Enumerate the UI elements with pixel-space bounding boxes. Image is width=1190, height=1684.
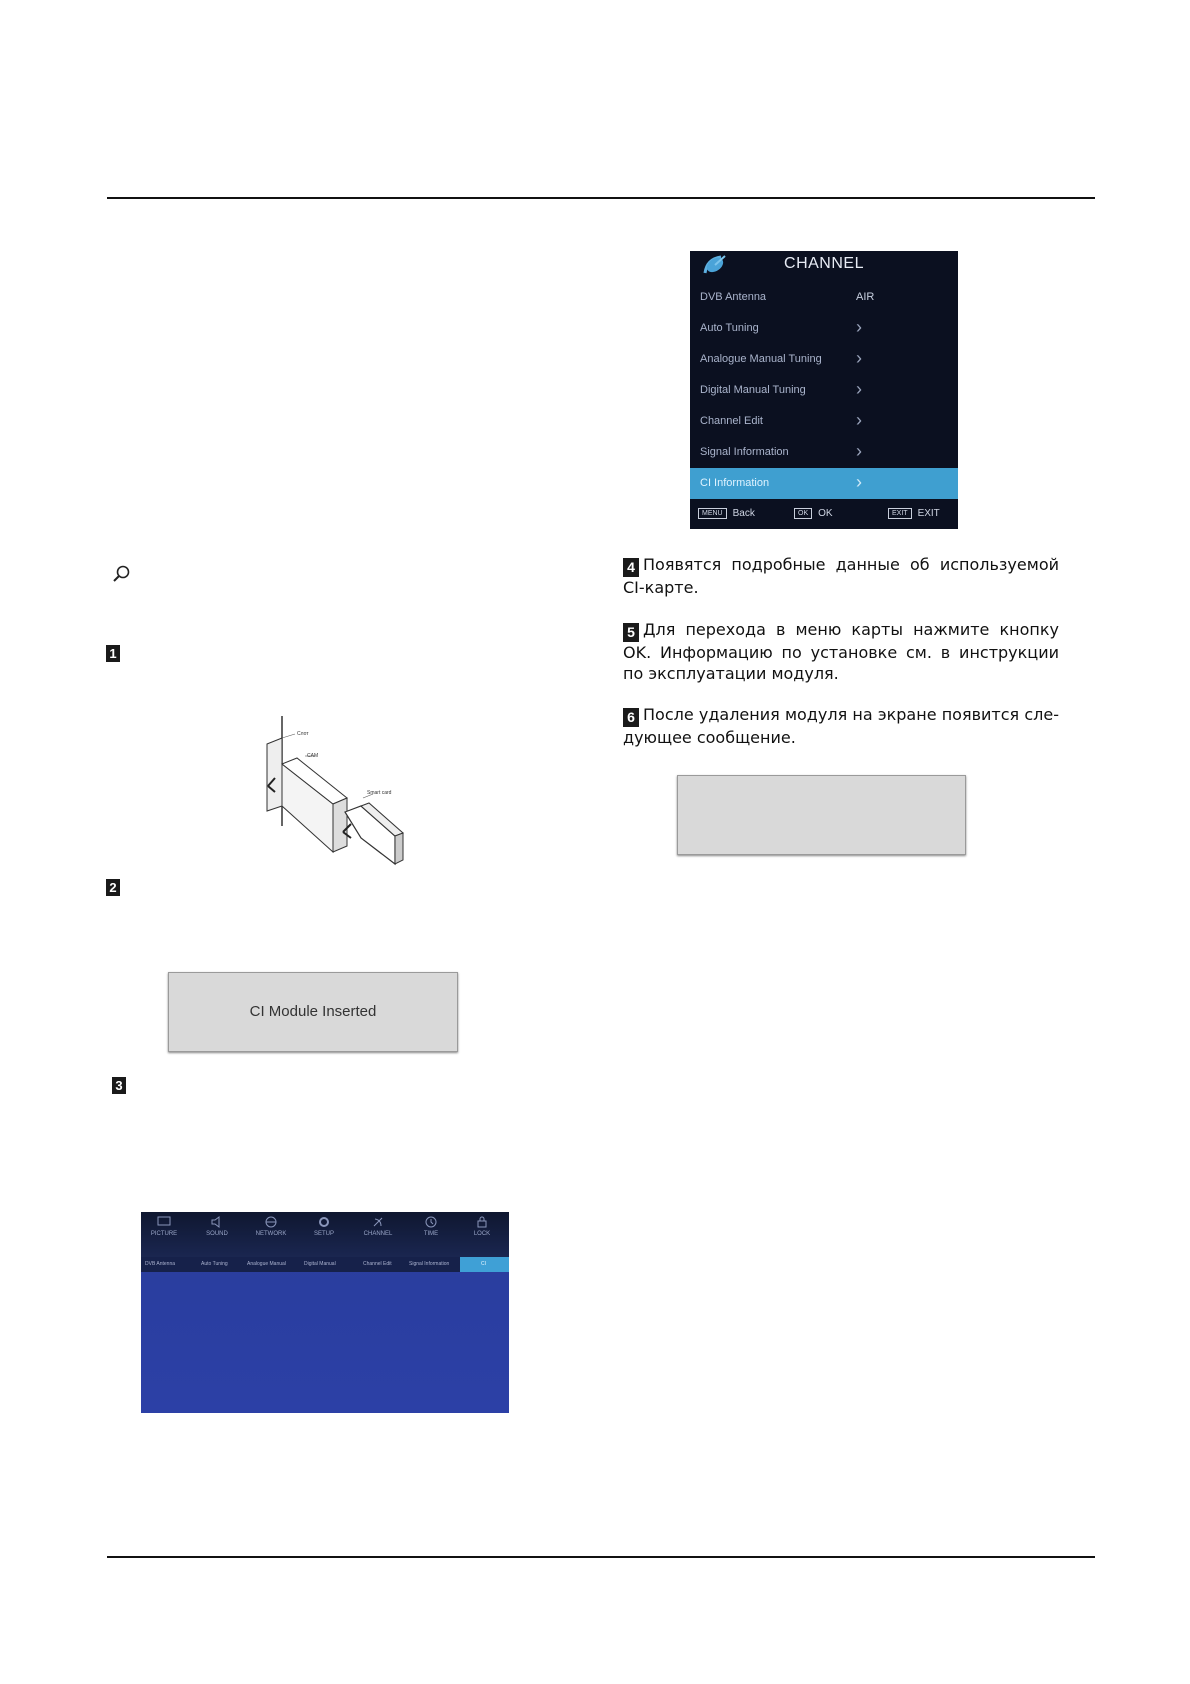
figure-label-cam: CAM: [307, 753, 319, 759]
tv-tab-label: NETWORK: [255, 1231, 287, 1237]
ok-hint[interactable]: [794, 508, 833, 519]
figure-label-card: Smart card: [367, 790, 392, 796]
tv-tab-label: LOCK: [473, 1231, 491, 1237]
menu-key-icon: MENU: [698, 508, 727, 519]
cam-insertion-illustration: [255, 716, 405, 872]
step-badge-3: 3: [112, 1077, 126, 1094]
footer-rule: [107, 1556, 1095, 1558]
tv-tab-lock[interactable]: [457, 1216, 507, 1237]
ci-removed-message-box: [677, 775, 966, 855]
tv-tab-label: PICTURE: [150, 1231, 178, 1237]
menu-row-label: Signal Information: [700, 446, 789, 458]
menu-row-label: Channel Edit: [700, 415, 763, 427]
step-6-text: После удаления модуля на экране появится сле-дующее сообщение.: [623, 705, 1059, 747]
menu-row-label: Digital Manual Tuning: [700, 384, 806, 396]
tv-main-menu-screen: [141, 1212, 509, 1413]
chevron-right-icon: ›: [856, 348, 862, 368]
ok-hint-label: OK: [818, 508, 833, 520]
tv-tab-picture[interactable]: [141, 1216, 189, 1237]
step-6-paragraph: [623, 704, 1059, 748]
satellite-icon: [371, 1216, 385, 1228]
tv-tab-label: SETUP: [313, 1231, 334, 1237]
step-badge-1: 1: [106, 645, 120, 662]
step-4-text: Появятся подробные данные об используемой CI-карте.: [623, 555, 1059, 597]
magnifier-icon: [111, 564, 131, 584]
step-badge-5: 5: [623, 623, 639, 642]
menu-row-digital-manual-tuning[interactable]: [690, 375, 958, 406]
ci-inserted-message-box: [168, 972, 458, 1052]
menu-row-label: CI Information: [700, 477, 770, 489]
chevron-right-icon: ›: [856, 441, 862, 461]
tv-subitem-selected[interactable]: CI: [481, 1261, 486, 1267]
menu-row-label: DVB Antenna: [700, 291, 767, 303]
tv-subitem[interactable]: DVB Antenna: [145, 1261, 176, 1267]
back-hint[interactable]: [698, 508, 755, 519]
chevron-right-icon: ›: [856, 472, 862, 492]
tv-tab-time[interactable]: [406, 1216, 456, 1237]
tv-tab-network[interactable]: [246, 1216, 296, 1237]
tv-tab-label: SOUND: [206, 1231, 228, 1237]
header-rule: [107, 197, 1095, 199]
step-4-paragraph: [623, 554, 1059, 598]
step-5-paragraph: [623, 619, 1059, 684]
step-5-text: Для перехода в меню карты нажмите кнопку OK. Информацию по установке см. в инструкции по эксплуатации модуля.: [623, 620, 1059, 683]
chevron-right-icon: ›: [856, 410, 862, 430]
tv-subitem[interactable]: Digital Manual: [304, 1261, 336, 1267]
channel-menu-title: CHANNEL: [784, 255, 864, 272]
menu-row-label: Auto Tuning: [700, 322, 759, 334]
menu-row-value: AIR: [856, 291, 875, 303]
menu-row-signal-information[interactable]: [690, 437, 958, 468]
step-badge-4: 4: [623, 558, 639, 577]
chevron-right-icon: ›: [856, 317, 862, 337]
back-hint-label: Back: [732, 508, 755, 520]
tv-subitem[interactable]: Auto Tuning: [201, 1261, 228, 1267]
ok-key-icon: OK: [794, 508, 812, 519]
chevron-right-icon: ›: [856, 379, 862, 399]
globe-icon: [264, 1216, 278, 1228]
channel-menu-screenshot: [690, 251, 958, 529]
menu-row-auto-tuning[interactable]: [690, 313, 958, 344]
tv-tab-setup[interactable]: [299, 1216, 349, 1237]
gear-icon: [317, 1216, 331, 1228]
menu-row-channel-edit[interactable]: [690, 406, 958, 437]
step-badge-6: 6: [623, 708, 639, 727]
exit-key-icon: EXIT: [888, 508, 912, 519]
clock-icon: [424, 1216, 438, 1228]
menu-row-ci-information[interactable]: [690, 468, 958, 499]
exit-hint-label: EXIT: [917, 508, 940, 520]
ci-inserted-message-text: CI Module Inserted: [249, 1003, 377, 1020]
menu-row-dvb-antenna[interactable]: [690, 282, 958, 313]
figure-label-slot: Слот: [297, 731, 309, 737]
tv-tab-label: TIME: [423, 1231, 439, 1237]
channel-menu-footer: [690, 498, 958, 529]
picture-icon: [157, 1216, 171, 1228]
channel-menu-header: [690, 251, 958, 279]
exit-hint[interactable]: [888, 508, 940, 519]
tv-tab-label: CHANNEL: [363, 1231, 393, 1237]
tv-tab-channel[interactable]: [353, 1216, 403, 1237]
lock-icon: [475, 1216, 489, 1228]
speaker-icon: [210, 1216, 224, 1228]
tv-subitem[interactable]: Analogue Manual: [247, 1261, 286, 1267]
tv-subitem[interactable]: Channel Edit: [363, 1261, 392, 1267]
menu-row-label: Analogue Manual Tuning: [700, 353, 822, 365]
step-badge-2: 2: [106, 879, 120, 896]
menu-row-analogue-manual-tuning[interactable]: [690, 344, 958, 375]
tv-menu-tabbar: [141, 1212, 509, 1257]
tv-subitem[interactable]: Signal Information: [409, 1261, 450, 1267]
tv-tab-sound[interactable]: [192, 1216, 242, 1237]
